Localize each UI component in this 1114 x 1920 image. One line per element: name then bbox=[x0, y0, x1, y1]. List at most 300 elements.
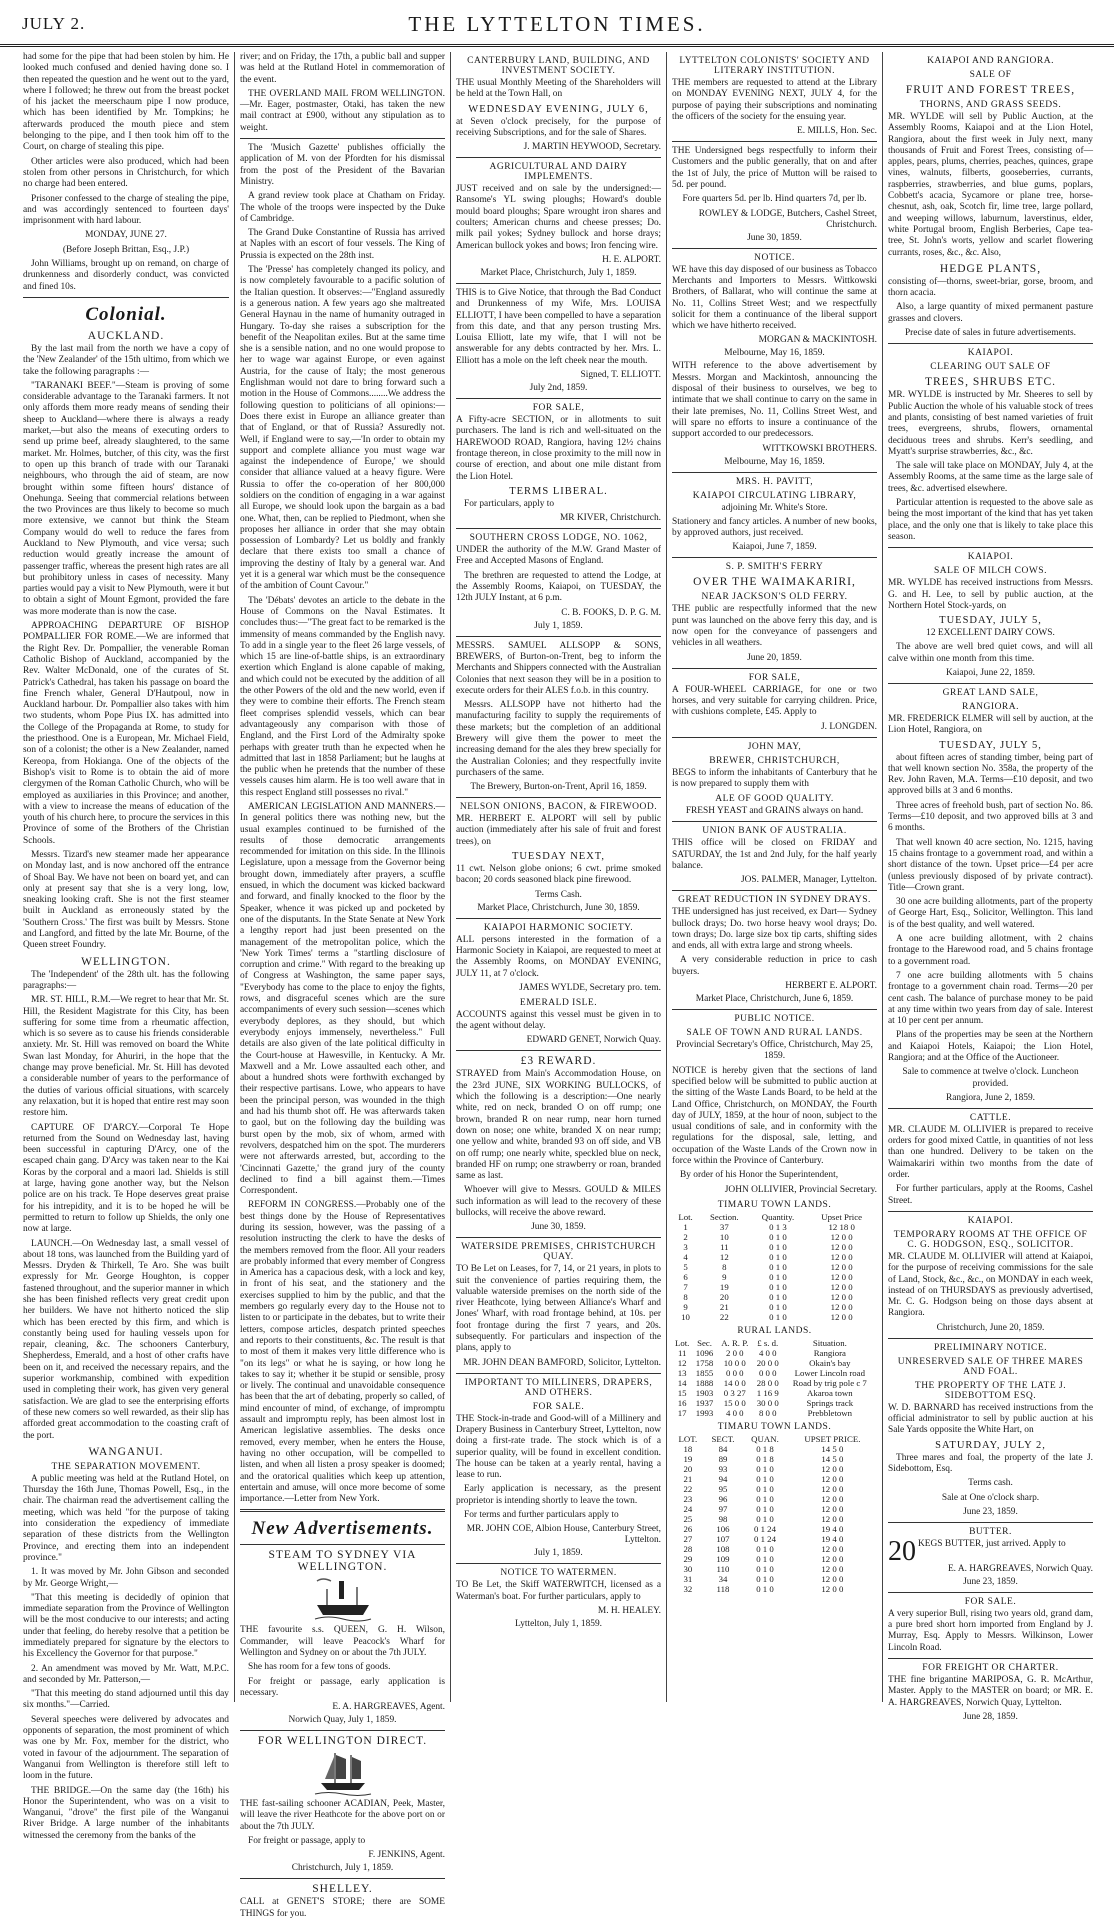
ad-highlight: SATURDAY, JULY 2, bbox=[935, 1439, 1046, 1451]
ad-date: July 1, 1859. bbox=[534, 1548, 583, 1559]
ad-text: THE favourite s.s. QUEEN, G. H. Wilson, Commander, will leave Peacock's Wharf for Wellington and Sydney on or about the 7th JULY. bbox=[240, 1625, 445, 1658]
table-row bbox=[672, 1232, 877, 1242]
table-cell: 15 0 0 bbox=[723, 1397, 746, 1408]
table-cell: 0 1 24 bbox=[753, 1523, 776, 1534]
ad-text: Sale at One o'clock sharp. bbox=[941, 1492, 1040, 1503]
table-cell: 98 bbox=[718, 1513, 728, 1524]
ad-signature: E. A. HARGREAVES, Norwich Quay. bbox=[947, 1563, 1093, 1574]
table-cell: Prebbletown bbox=[807, 1407, 853, 1418]
ad-signature: C. B. FOOKS, D. P. G. M. bbox=[561, 607, 661, 618]
ad-heading: SALE OF TOWN AND RURAL LANDS. bbox=[686, 1028, 863, 1039]
table-cell: 0 1 0 bbox=[756, 1483, 774, 1494]
table-row bbox=[672, 1272, 877, 1282]
table-cell: 0 0 0 bbox=[725, 1367, 744, 1378]
ad-text: BEGS to inform the inhabitants of Canterbury that he is now prepared to supply them with bbox=[672, 767, 877, 789]
ad-text: Plans of the properties may be seen at the Northern and Kaiapoi Hotels, Kaiapoi; the Lion Hotel, Rangiora; and at the Office of the Auctioneer. bbox=[888, 1030, 1093, 1063]
table-cell: 9 bbox=[722, 1271, 727, 1282]
table-cell: 21 bbox=[719, 1301, 729, 1312]
ad-heading: LYTTELTON COLONISTS' SOCIETY AND LITERARY INSTITUTION. bbox=[679, 56, 870, 76]
article-paragraph: The 'Independent' of the 28th ult. has the following paragraphs:— bbox=[23, 969, 229, 991]
divider bbox=[456, 398, 661, 399]
table-cell: 0 1 0 bbox=[769, 1281, 787, 1292]
table-row bbox=[672, 1574, 877, 1584]
ad-text: MR. WYLDE is instructed by Mr. Sheeres to sell by Public Auction the whole of his valuable stock of trees and plants, consisting of best named varieties of fruit trees, evergreens, shrubs, flowers, ornamental deciduous trees and shrubs. Kerr's seedling, and Myatt's surprise strawberries, &c., &c. bbox=[888, 390, 1093, 457]
ad-date: July 2nd, 1859. bbox=[529, 383, 588, 394]
table-cell: Okain's bay bbox=[809, 1357, 851, 1368]
ad-heading: KAIAPOI. bbox=[967, 552, 1014, 563]
divider bbox=[672, 472, 877, 473]
article-paragraph: The 'Musich Gazette' publishes officially the application of M. von der Pfordten for his dismissal from the post of the President of the Bavarian Ministry. bbox=[240, 143, 445, 187]
article-paragraph: John Williams, brought up on remand, on charge of drunkenness and disorderly conduct, was convicted and fined 10s. bbox=[23, 259, 229, 292]
table-cell: 12 0 0 bbox=[830, 1311, 853, 1322]
ad-text: MR. HERBERT E. ALPORT will sell by public auction (immediately after his sale of fruit and forest trees), on bbox=[456, 814, 661, 847]
table-header: A. R. P. bbox=[721, 1337, 749, 1348]
divider bbox=[456, 157, 661, 158]
ad-subheading: NEAR JACKSON'S OLD FERRY. bbox=[701, 592, 848, 603]
ad-heading: TREES, SHRUBS ETC. bbox=[924, 376, 1057, 389]
divider bbox=[456, 797, 661, 798]
section-heading-wanganui: WANGANUI. bbox=[88, 1445, 164, 1458]
ad-text: For freight or passage, early application is necessary. bbox=[240, 1676, 445, 1698]
ad-highlight: TUESDAY, JULY 5, bbox=[939, 739, 1042, 751]
ad-text bbox=[888, 1535, 1093, 1567]
table-cell: 97 bbox=[718, 1503, 728, 1514]
table-cell: 0 1 0 bbox=[756, 1543, 774, 1554]
table-cell: 7 bbox=[683, 1281, 688, 1292]
ad-subheading: SALE OF bbox=[969, 70, 1012, 80]
table-cell: 20 0 0 bbox=[756, 1357, 779, 1368]
ad-text: NOTICE is hereby given that the sections of land specified below will be submitted to public auction at the sitting of the Waste Lands Board, to be held at the Land Office, Christchurch, on MONDAY, the Fourth day of JULY, 1859, at the hour of noon, subject to the usual conditions of sale, and in conformity with the regulations for the disposal, sale, letting, and occupation of the Waste Lands of the Crown now in force within the Province of Canterbury. bbox=[672, 1065, 877, 1167]
table-row bbox=[672, 1302, 877, 1312]
table-cell: 21 bbox=[683, 1473, 693, 1484]
ad-text: THIS office will be closed on FRIDAY and SATURDAY, the 1st and 2nd July, for the half yearly balance. bbox=[672, 838, 877, 871]
ad-heading: FOR SALE, bbox=[748, 672, 801, 683]
table-cell: 12 0 0 bbox=[821, 1573, 844, 1584]
divider bbox=[240, 138, 445, 139]
article-paragraph: CAPTURE OF D'ARCY.—Corporal Te Hope returned from the Sound on Wednesday last, having been successful in capturing D'Arcy, one of the escaped chain gang. D'Arcy was taken near to the Kai Koras by the corporal and a maori lad. Shields is still at large, having gone another way, but the Nelson police are on his track. Te Hope deserves great praise for his intrepidity, and it is to be hoped he will be permitted to return to follow up Shields, the only one now at large. bbox=[23, 1122, 229, 1235]
ad-heading: UNRESERVED SALE OF THREE MARES AND FOAL. bbox=[897, 1356, 1084, 1377]
ad-heading: CATTLE. bbox=[969, 1112, 1012, 1123]
table-row bbox=[672, 1388, 877, 1398]
ad-text: A one acre building allotment, with 2 chains frontage to the Harewood road, and 5 chains frontage to a government road. bbox=[888, 934, 1093, 967]
table-cell: 0 1 0 bbox=[769, 1311, 787, 1322]
ad-text: at Seven o'clock precisely, for the purpose of receiving Subscriptions, and for the sale of Shares. bbox=[456, 116, 661, 138]
ad-text: By order of his Honor the Superintendent, bbox=[680, 1170, 839, 1181]
ad-date: June 28, 1859. bbox=[963, 1711, 1018, 1722]
ad-heading: IMPORTANT TO MILLINERS, DRAPERS, AND OTHERS. bbox=[464, 1377, 653, 1398]
table-cell: 1758 bbox=[695, 1357, 714, 1368]
table-cell: 12 bbox=[719, 1251, 729, 1262]
article-paragraph: MR. ST. HILL, R.M.—We regret to hear that Mr. St. Hill, the Resident Magistrate for this City, has been suffering for some time from a rheumatic affection, which is so severe as to cause his friends considerable anxiety. Mr. St. Hill was removed on board the White Swan last Monday, for Ahuriri, in the hope that the change may prove beneficial. Mr. St. Hill has devoted a considerable number of years to the performance of the duties of various official situations, with scarcely any relaxation, but it is hoped that entire rest may soon restore him. bbox=[23, 995, 229, 1119]
divider bbox=[888, 1522, 1093, 1523]
table-row bbox=[672, 1544, 877, 1554]
table-header: UPSET PRICE. bbox=[804, 1433, 861, 1444]
article-paragraph: 2. An amendment was moved by Mr. Watt, M.P.C. and seconded by Mr. Patterson,— bbox=[23, 1663, 229, 1685]
ad-text: THE Undersigned begs respectfully to inform their Customers and the public generally, that on and after the 1st of July, the price of Mutton will be raised to 5d. per pound. bbox=[672, 146, 877, 191]
table-header: Quantity. bbox=[761, 1211, 795, 1222]
divider bbox=[23, 297, 229, 298]
table-cell: 84 bbox=[718, 1443, 728, 1454]
table-row bbox=[672, 1312, 877, 1322]
ad-heading: EMERALD ISLE. bbox=[519, 997, 598, 1008]
ad-heading: JOHN MAY, bbox=[747, 741, 802, 752]
table-cell: 25 bbox=[683, 1513, 693, 1524]
section-title-colonial: Colonial. bbox=[85, 303, 167, 325]
table-cell: 28 0 0 bbox=[756, 1377, 779, 1388]
divider bbox=[888, 683, 1093, 684]
table-cell: 26 bbox=[683, 1523, 693, 1534]
table-header: LOT. bbox=[678, 1433, 698, 1444]
table-cell: 12 0 0 bbox=[830, 1291, 853, 1302]
table-cell: 14 0 0 bbox=[723, 1377, 746, 1388]
ad-heading: FOR FREIGHT OR CHARTER. bbox=[922, 1663, 1059, 1674]
ad-text: JUST received and on sale by the undersigned:— Ransome's YL swing ploughs; Howard's double mould board ploughs; Spare wrought iron shares and coulters; American churns and cheese presses; Do. milk pail yokes; Sydney bullock and horse drays; American bullock yokes and bows; Iron fencing wire. bbox=[456, 184, 661, 251]
ad-highlight: WEDNESDAY EVENING, JULY 6, bbox=[468, 103, 649, 115]
ad-signature: MR. JOHN DEAN BAMFORD, Solicitor, Lyttelton. bbox=[463, 1357, 661, 1368]
ad-date: June 20, 1859. bbox=[747, 652, 802, 663]
ad-text: THE public are respectfully informed that the new punt was launched on the above ferry this day, and is now open for the conveyance of passengers and vehicles in all weathers. bbox=[672, 604, 877, 649]
ad-signature: MR KIVER, Christchurch. bbox=[559, 513, 661, 524]
ad-text: A very superior Bull, rising two years old, grand dam, a pure bred short horn imported from England by J. Murray, Esq. Apply to Messrs. Wilkinson, Lower Lincoln Road. bbox=[888, 1608, 1093, 1653]
table-header: QUAN. bbox=[751, 1433, 779, 1444]
table-cell: 15 bbox=[677, 1387, 687, 1398]
table-cell: 1993 bbox=[695, 1407, 714, 1418]
ad-text: THIS is to Give Notice, that through the Bad Conduct and Drunkenness of my Wife, Mrs. LOUISA ELLIOTT, I have been compelled to have a separation from this date, and that any person trusting Mrs. Louisa Elliott, late my wife, that I will not be answerable for any debts contracted by her. Mrs. L. Elliott has a mole on the left cheek near the mouth. bbox=[456, 287, 661, 366]
issue-date: JULY 2. bbox=[22, 14, 86, 33]
ad-text: Sale to commence at twelve o'clock. Luncheon provided. bbox=[902, 1067, 1079, 1089]
ad-text: The brethren are requested to attend the Lodge, at the Assembly Rooms, Kaiapoi, on TUESDAY, the 12th JULY Instant, at 6 p.m. bbox=[456, 570, 661, 604]
table-cell: 20 bbox=[683, 1463, 693, 1474]
ad-heading: GREAT LAND SALE, bbox=[942, 687, 1039, 698]
table-row bbox=[672, 1262, 877, 1272]
table-cell: 22 bbox=[683, 1483, 693, 1494]
divider bbox=[456, 1373, 661, 1374]
ad-date: Market Place, Christchurch, July 1, 1859. bbox=[480, 267, 637, 278]
table-row bbox=[672, 1494, 877, 1504]
table-cell: 0 1 0 bbox=[756, 1503, 774, 1514]
ad-date: Kaiapoi, June 22, 1859. bbox=[945, 667, 1036, 678]
ad-text: Three mares and foal, the property of the late J. Sidebottom, Esq. bbox=[888, 1452, 1093, 1474]
table-cell: 1937 bbox=[695, 1397, 714, 1408]
ad-signature: E. A. HARGREAVES, Agent. bbox=[332, 1702, 445, 1713]
table-cell: 12 0 0 bbox=[830, 1271, 853, 1282]
ad-heading: KAIAPOI AND RANGIORA. bbox=[927, 56, 1054, 66]
divider bbox=[456, 283, 661, 284]
table-cell: 11 bbox=[720, 1241, 729, 1252]
table-cell: 95 bbox=[718, 1483, 728, 1494]
ad-signature: Signed, T. ELLIOTT. bbox=[580, 370, 661, 381]
ad-heading: NOTICE. bbox=[754, 252, 795, 263]
ad-text: THE usual Monthly Meeting of the Shareholders will be held at the Town Hall, on bbox=[456, 78, 661, 100]
butter-text: KEGS BUTTER, just arrived. Apply to bbox=[918, 1538, 1066, 1549]
ad-heading: KAIAPOI. bbox=[967, 1215, 1014, 1226]
ad-text: THE Stock-in-trade and Good-will of a Millinery and Drapery Business in Canterbury Street, Lyttelton, now doing a first-rate trade. The stock which is of a superior quality, will be found in excellent condition. The house can be taken at a yearly rental, having a lease to run. bbox=[456, 1413, 661, 1481]
table-cell: 12 0 0 bbox=[821, 1543, 844, 1554]
table-row bbox=[672, 1484, 877, 1494]
table-cell: 12 0 0 bbox=[821, 1583, 844, 1594]
divider bbox=[456, 918, 661, 919]
table-header: Lot. bbox=[674, 1337, 690, 1348]
table-row bbox=[672, 1282, 877, 1292]
table-cell: 8 0 0 bbox=[758, 1407, 777, 1418]
article-paragraph: Several speeches were delivered by advocates and opponents of separation, the most prominent of which was one by Mr. Fox, member for the district, who voted in favour of the adjournment. The separation of Wanganui from Wellington is therefore still left to loom in the future. bbox=[23, 1714, 229, 1782]
ad-text: ALL persons interested in the formation of a Harmonic Society in Kaiapoi, are requested to meet at the Assembly Rooms, on MONDAY EVENING, JULY 11, at 7 o'clock. bbox=[456, 934, 661, 979]
ad-text: She has room for a few tons of goods. bbox=[248, 1662, 391, 1673]
ad-signature: JAMES WYLDE, Secretary pro. tem. bbox=[519, 982, 661, 993]
table-row bbox=[672, 1474, 877, 1484]
divider bbox=[672, 248, 877, 249]
ad-heading: FRUIT AND FOREST TREES, bbox=[905, 84, 1076, 96]
ad-heading: CLEARING OUT SALE OF bbox=[930, 362, 1051, 373]
ad-text: A very considerable reduction in price to cash buyers. bbox=[672, 955, 877, 977]
ad-heading: KAIAPOI. bbox=[967, 348, 1014, 359]
table-cell: 0 1 0 bbox=[756, 1553, 774, 1564]
ad-text: consisting of—thorns, sweet-briar, gorse, broom, and thorn acacia. bbox=[888, 276, 1093, 299]
table-cell: 89 bbox=[718, 1453, 728, 1464]
table-cell: 0 1 0 bbox=[756, 1493, 774, 1504]
table-row bbox=[672, 1514, 877, 1524]
table-cell: 0 1 0 bbox=[769, 1261, 787, 1272]
table-cell: 6 bbox=[683, 1271, 688, 1282]
divider bbox=[672, 821, 877, 822]
ad-text: ACCOUNTS against this vessel must be given in to the agent without delay. bbox=[456, 1009, 661, 1032]
subheading-separation: THE SEPARATION MOVEMENT. bbox=[51, 1461, 201, 1472]
table-row bbox=[672, 1564, 877, 1574]
divider bbox=[888, 1108, 1093, 1109]
ad-text: Three acres of freehold bush, part of section No. 86. Terms—£10 deposit, and two approved bills at 3 and 6 months. bbox=[888, 800, 1093, 834]
table-cell: 22 bbox=[719, 1311, 729, 1322]
ad-date: Market Place, Christchurch, June 30, 1859. bbox=[477, 902, 640, 913]
ad-date: Market Place, Christchurch, June 6, 1859. bbox=[695, 994, 854, 1005]
table-cell: 4 bbox=[683, 1251, 688, 1262]
divider bbox=[888, 343, 1093, 344]
table-row bbox=[672, 1454, 877, 1464]
divider bbox=[888, 1658, 1093, 1659]
ad-text: A Fifty-acre SECTION, or in allotments to suit purchasers. The land is rich and well-situated on the HAREWOOD ROAD, Rangiora, having 12½ chains frontage thereon, in close proximity to the mill now in course of erection, and about one mile distant from the Lion Hotel. bbox=[456, 415, 661, 482]
ad-text: WE have this day disposed of our business as Tobacco Merchants and Importers to Messrs. Wittkowski Brothers, of Ballarat, who will continue the same at No. 11, Collins Street West; and we respectfully solicit for them a continuance of the liberal support which we have hitherto received. bbox=[672, 264, 877, 332]
sailing-ship-icon bbox=[313, 1749, 373, 1797]
table-header: Lot. bbox=[678, 1211, 693, 1222]
ad-heading: NELSON ONIONS, BACON, & FIREWOOD. bbox=[459, 802, 658, 813]
ad-signature: JOS. PALMER, Manager, Lyttelton. bbox=[741, 875, 877, 886]
timaru-town-lands-table bbox=[672, 1212, 877, 1322]
divider bbox=[672, 668, 877, 669]
table-cell: 0 1 24 bbox=[753, 1533, 776, 1544]
table-cell: 0 1 0 bbox=[756, 1473, 774, 1484]
divider bbox=[456, 1050, 661, 1051]
ad-heading: TEMPORARY ROOMS AT THE OFFICE OF C. G. HODGSON, ESQ., SOLICITOR. bbox=[893, 1229, 1088, 1250]
table-cell: 12 0 0 bbox=[821, 1473, 844, 1484]
ad-heading: £3 REWARD. bbox=[520, 1055, 597, 1068]
divider bbox=[672, 1009, 877, 1010]
divider bbox=[240, 1878, 445, 1879]
divider bbox=[240, 1730, 445, 1731]
table-cell: 109 bbox=[716, 1553, 730, 1564]
ad-signature: MORGAN & MACKINTOSH. bbox=[758, 335, 877, 346]
table-cell: 4 0 0 bbox=[725, 1407, 744, 1418]
ad-signature: H. E. ALPORT. bbox=[602, 254, 661, 265]
ad-highlight: TUESDAY NEXT, bbox=[511, 851, 606, 863]
column-2 bbox=[234, 52, 450, 1919]
ad-text: about fifteen acres of standing timber, being part of that well known section No. 358a, the property of the Rev. John Raven, M.A. Terms—£10 deposit, and two approved bills at 3 and 6 months. bbox=[888, 752, 1093, 797]
table-cell: 12 0 0 bbox=[830, 1261, 853, 1272]
article-paragraph: REFORM IN CONGRESS.—Probably one of the best things done by the House of Representatives during its session, however, was the passing of a resolution instructing the clerk to have the desks of the members removed from the floor. All your readers are probably informed that every member of Congress in America has a capacious desk, with a lock and key, in front of his seat, and the stationery and the exercises supplied to him by the public, and that the members go regularly every day to the House not to listen to or participate in the debates, but to write their letters, compose articles, despatch printed speeches and reports to their constituents, &c. The result is that to most of them it makes very little difference who is "on its legs" or what he is saying, or how long he takes to say it; whether it be stupid or sensible, prosy or lively. The continual and unavoidable consequence has been that the art of debating, properly so called, of mind encounter of mind, of exchange, of impromptu assault and impromptu reply, has been almost lost in American legislative assemblies. The desks once removed, every member, when he enters the House, having no other occupation, will be compelled to listen, and when all listen a prosy speaker is doomed; and the oratorical qualities which keep up attention, entertain and amuse, will once more become of some importance.—Letter from New York. bbox=[240, 1200, 445, 1505]
divider bbox=[888, 1338, 1093, 1339]
ad-heading: GREAT REDUCTION IN SYDNEY DRAYS. bbox=[678, 895, 871, 906]
ad-text: Also, a large quantity of mixed permanent pasture grasses and clovers. bbox=[888, 302, 1093, 324]
court-date: MONDAY, JUNE 27. bbox=[85, 230, 167, 241]
ad-text: Precise date of sales in future advertisements. bbox=[904, 328, 1077, 339]
table-cell: 118 bbox=[716, 1583, 730, 1594]
ad-text: MR. FREDERICK ELMER will sell by auction, at the Lion Hotel, Rangiora, on bbox=[888, 713, 1093, 736]
table-cell: 0 1 0 bbox=[769, 1241, 787, 1252]
divider bbox=[456, 528, 661, 529]
table-header: Situation. bbox=[812, 1337, 847, 1348]
table-cell: 37 bbox=[719, 1221, 729, 1232]
table-cell: 12 0 0 bbox=[830, 1231, 853, 1242]
table-cell: 34 bbox=[718, 1573, 728, 1584]
table-cell: 12 0 0 bbox=[821, 1553, 844, 1564]
table-cell: 8 bbox=[722, 1261, 727, 1272]
table-cell: 4 0 0 bbox=[758, 1347, 777, 1358]
table-row bbox=[672, 1398, 877, 1408]
table-cell: 0 3 27 bbox=[723, 1387, 746, 1398]
divider bbox=[672, 141, 877, 142]
article-paragraph: The Grand Duke Constantine of Russia has arrived at Naples with an escort of four vessels. The King of Prussia is expected on the 28th inst. bbox=[240, 228, 445, 261]
ad-date: Christchurch, June 20, 1859. bbox=[936, 1322, 1045, 1333]
ad-text: CALL at GENET'S STORE; there are SOME THINGS for you. bbox=[240, 1897, 445, 1919]
table-cell: 2 0 0 bbox=[725, 1347, 744, 1358]
ad-heading: PUBLIC NOTICE. bbox=[734, 1014, 815, 1025]
table-cell: Road by trig pole c 7 bbox=[792, 1377, 867, 1388]
newspaper-title: THE LYTTELTON TIMES. bbox=[408, 12, 706, 36]
table-cell: 29 bbox=[683, 1553, 693, 1564]
ad-text: For particulars, apply to bbox=[464, 498, 555, 509]
table-heading: RURAL LANDS. bbox=[737, 1325, 812, 1336]
table-cell: 16 bbox=[677, 1397, 687, 1408]
table-cell: 0 1 0 bbox=[756, 1513, 774, 1524]
article-paragraph: By the last mail from the north we have a copy of the 'New Zealander' of the 15th ultimo, from which we take the following paragraphs :— bbox=[23, 343, 229, 377]
table-cell: 12 0 0 bbox=[821, 1483, 844, 1494]
table-header: SECT. bbox=[711, 1433, 735, 1444]
table-cell: 5 bbox=[683, 1261, 688, 1272]
ad-text: MR. CLAUDE M. OLLIVIER is prepared to receive orders for good mixed Cattle, in quantities of not less than one hundred. Delivery to be taken on the Waimakariri within two months from the date of order. bbox=[888, 1124, 1093, 1181]
ad-text: A FOUR-WHEEL CARRIAGE, for one or two horses, and very suitable for carrying children. Price, with cushions complete, £45. Apply to bbox=[672, 684, 877, 718]
ad-text: WITH reference to the above advertisement by Messrs. Morgan and Mackintosh, announcing the disposal of their business to ourselves, we beg to intimate that we shall continue to carry on the same in their late premises, No. 11, Collins Street West, and will spare no efforts to insure a continuance of the support accorded to our predecessors. bbox=[672, 361, 877, 440]
table-cell: 14 5 0 bbox=[821, 1443, 844, 1454]
table-cell: 10 bbox=[681, 1311, 690, 1322]
table-cell: 32 bbox=[683, 1583, 693, 1594]
article-paragraph: "That this meeting do stand adjourned until this day six months."—Carried. bbox=[23, 1689, 229, 1711]
timaru-town-lands-table-2 bbox=[672, 1434, 877, 1594]
ad-signature: MR. JOHN COE, Albion House, Canterbury Street, Lyttelton. bbox=[466, 1524, 661, 1546]
table-row bbox=[672, 1292, 877, 1302]
table-cell: 30 bbox=[683, 1563, 693, 1574]
table-cell: 12 0 0 bbox=[821, 1463, 844, 1474]
table-cell: 0 1 0 bbox=[756, 1573, 774, 1584]
ad-subheading: THORNS, AND GRASS SEEDS. bbox=[919, 100, 1062, 110]
article-paragraph: Other articles were also produced, which had been stolen from other persons in Christchurch, for which no charge had been entered. bbox=[23, 156, 229, 190]
court-before: (Before Joseph Brittan, Esq., J.P.) bbox=[62, 244, 190, 255]
ad-heading: CANTERBURY LAND, BUILDING, AND INVESTMENT SOCIETY. bbox=[467, 56, 650, 76]
article-paragraph: Messrs. Tizard's new steamer made her appearance on Monday last, and is now anchored off the entrance of Shoal Bay. We have not been on board yet, and can only at present say that she is a very long, low, sneaking looking craft. She is not the first steamer built in Auckland as erroneously stated by the 'Southern Cross.' The first was built by Messrs. Stone and Langford, and fitted by the late Mr. Bourne, of the Queen street Foundry. bbox=[23, 850, 229, 951]
column-5 bbox=[882, 52, 1098, 1722]
table-row bbox=[672, 1368, 877, 1378]
table-cell: 1903 bbox=[695, 1387, 714, 1398]
ad-signature: M. H. HEALEY. bbox=[597, 1605, 661, 1616]
ad-text: MESSRS. SAMUEL ALLSOPP & SONS, BREWERS, of Burton-on-Trent, beg to inform the Merchants and Shippers connected with the Australian Colonies that next season they will be in a position to execute orders for their ALES f.o.b. in this country. bbox=[456, 640, 661, 696]
ad-date: Kaiapoi, June 7, 1859. bbox=[732, 542, 817, 553]
ad-text: Provincial Secretary's Office, Christchurch, May 25, 1859. bbox=[676, 1040, 873, 1062]
ad-heading: MRS. H. PAVITT, bbox=[735, 476, 814, 487]
table-cell: 13 bbox=[677, 1367, 687, 1378]
ad-text: Fore quarters 5d. per lb. Hind quarters 7d, per lb. bbox=[682, 194, 867, 205]
table-cell: 0 1 0 bbox=[756, 1463, 774, 1474]
table-header: Section. bbox=[710, 1211, 739, 1222]
ad-subheading: FOR SALE. bbox=[532, 1401, 585, 1412]
table-cell: 14 bbox=[677, 1377, 687, 1388]
article-paragraph: "That this meeting is decidedly of opinion that immediate separation from the Province of Wellington will be the most conducive to our interests; and acting under that feeling, do hereby resolve that a petition be immediately prepared for signature by the electors to his Excellency the Governor for that purpose." bbox=[23, 1592, 229, 1660]
ad-text: Terms Cash. bbox=[535, 889, 582, 900]
ad-subheading: THE PROPERTY OF THE LATE J. SIDEBOTTOM ESQ. bbox=[914, 1380, 1067, 1401]
ad-heading: ALE OF GOOD QUALITY. bbox=[715, 794, 834, 805]
table-cell: 1 bbox=[683, 1221, 688, 1232]
ad-text: Whoever will give to Messrs. GOULD & MILES such information as will lead to the recovery of these bullocks, will receive the above reward. bbox=[456, 1185, 661, 1218]
ad-text: The sale will take place on MONDAY, July 4, at the Assembly Rooms, at the same time as the large sale of trees, &c. advertised elsewhere. bbox=[888, 461, 1093, 494]
article-paragraph: THE OVERLAND MAIL FROM WELLINGTON.—Mr. Eager, postmaster, Otaki, has taken the new mail contract at £900, without any stipulation as to weight. bbox=[240, 88, 445, 133]
divider bbox=[888, 1211, 1093, 1212]
section-heading-wellington: WELLINGTON. bbox=[81, 955, 171, 968]
ad-date: Norwich Quay, July 1, 1859. bbox=[288, 1715, 397, 1726]
ad-heading: RANGIORA. bbox=[961, 701, 1019, 712]
ad-heading: KAIAPOI CIRCULATING LIBRARY, bbox=[692, 490, 857, 501]
table-cell: 12 0 0 bbox=[830, 1301, 853, 1312]
table-cell: 31 bbox=[683, 1573, 693, 1584]
table-cell: 106 bbox=[716, 1523, 730, 1534]
table-cell: 10 0 0 bbox=[723, 1357, 746, 1368]
columns bbox=[18, 52, 1100, 1919]
table-cell: 12 18 0 bbox=[828, 1221, 855, 1232]
table-row bbox=[672, 1252, 877, 1262]
ad-heading: KAIAPOI HARMONIC SOCIETY. bbox=[483, 922, 634, 933]
table-cell: 12 0 0 bbox=[821, 1503, 844, 1514]
ad-signature: J. LONGDEN. bbox=[821, 721, 877, 732]
ad-text: MR. WYLDE has received instructions from Messrs. G. and H. Lee, to sell by public auction, at the Northern Hotel Stock-yards, on bbox=[888, 578, 1093, 611]
table-cell: 94 bbox=[718, 1473, 728, 1484]
divider bbox=[456, 1237, 661, 1238]
ad-date: The Brewery, Burton-on-Trent, April 16, 1859. bbox=[470, 782, 647, 793]
ad-text: That well known 40 acre section, No. 1215, having 15 chains frontage to a government road, and within a short distance of the town. Upset price—£4 per acre (unless previously disposed of by private contract). Title—Crown grant. bbox=[888, 837, 1093, 893]
ad-heading: AGRICULTURAL AND DAIRY IMPLEMENTS. bbox=[489, 162, 628, 183]
table-row bbox=[672, 1444, 877, 1454]
ad-text: Particular attention is requested to the above sale as being the most important of the kind that has yet taken place, and the only one that is likely to take place this season. bbox=[888, 498, 1093, 542]
table-cell: 0 1 8 bbox=[756, 1453, 774, 1464]
ad-heading: FOR SALE. bbox=[964, 1596, 1017, 1607]
divider bbox=[456, 636, 661, 637]
table-cell: 14 5 0 bbox=[821, 1453, 844, 1464]
ad-text: 30 one acre building allotments, part of the property of George Hart, Esq., Solicitor, Wellington. This land is of the best quality, and well watered. bbox=[888, 897, 1093, 930]
ad-text: UNDER the authority of the M.W. Grand Master of Free and Accepted Masons of England. bbox=[456, 545, 661, 567]
ad-text: 7 one acre building allotments with 5 chains frontage to a government chain road. Terms—20 per cent cash. The balance of purchase money to be paid at any time within two years from day of sale. Interest at 10 per cent per annum. bbox=[888, 970, 1093, 1027]
table-row bbox=[672, 1534, 877, 1544]
table-row bbox=[672, 1348, 877, 1358]
ad-text: Messrs. ALLSOPP have not hitherto had the manufacturing facility to supply the requirements of these markets; but the completion of an additional Brewery will give them the power to meet the increasing demand for the ales they brew specially for the Australian Colonies; and they respectfully invite purchasers of the same. bbox=[456, 700, 661, 778]
ad-text: For freight or passage, apply to bbox=[248, 1836, 366, 1847]
ad-signature: F. JENKINS, Agent. bbox=[368, 1850, 445, 1861]
table-cell: Lower Lincoln road bbox=[794, 1367, 865, 1378]
article-paragraph: The 'Débats' devotes an article to the debate in the House of Commons on the Naval Estimates. It concludes thus:—"The great fact to be remarked is the immensity of means commanded by the English navy. To add in a single year to the fleet 26 large vessels, of which 15 are line-of-battle ships, is an extraordinary exertion which England is alone capable of making, and which could not be executed by the addition of all the other Powers of the old and the new world, even if they were to combine their efforts. The French steam fleet comprises splendid vessels, which can bear advantageously any comparison with those of England, and the First Lord of the Admiralty spoke perhaps with greater truth than he expected when he admitted that last in 1858 Parliament; but he laughs at the public when he pretends that the number of these vessels causes him alarm. He is too well aware that in this respect England still possesses no rival." bbox=[240, 595, 445, 798]
table-row bbox=[672, 1504, 877, 1514]
